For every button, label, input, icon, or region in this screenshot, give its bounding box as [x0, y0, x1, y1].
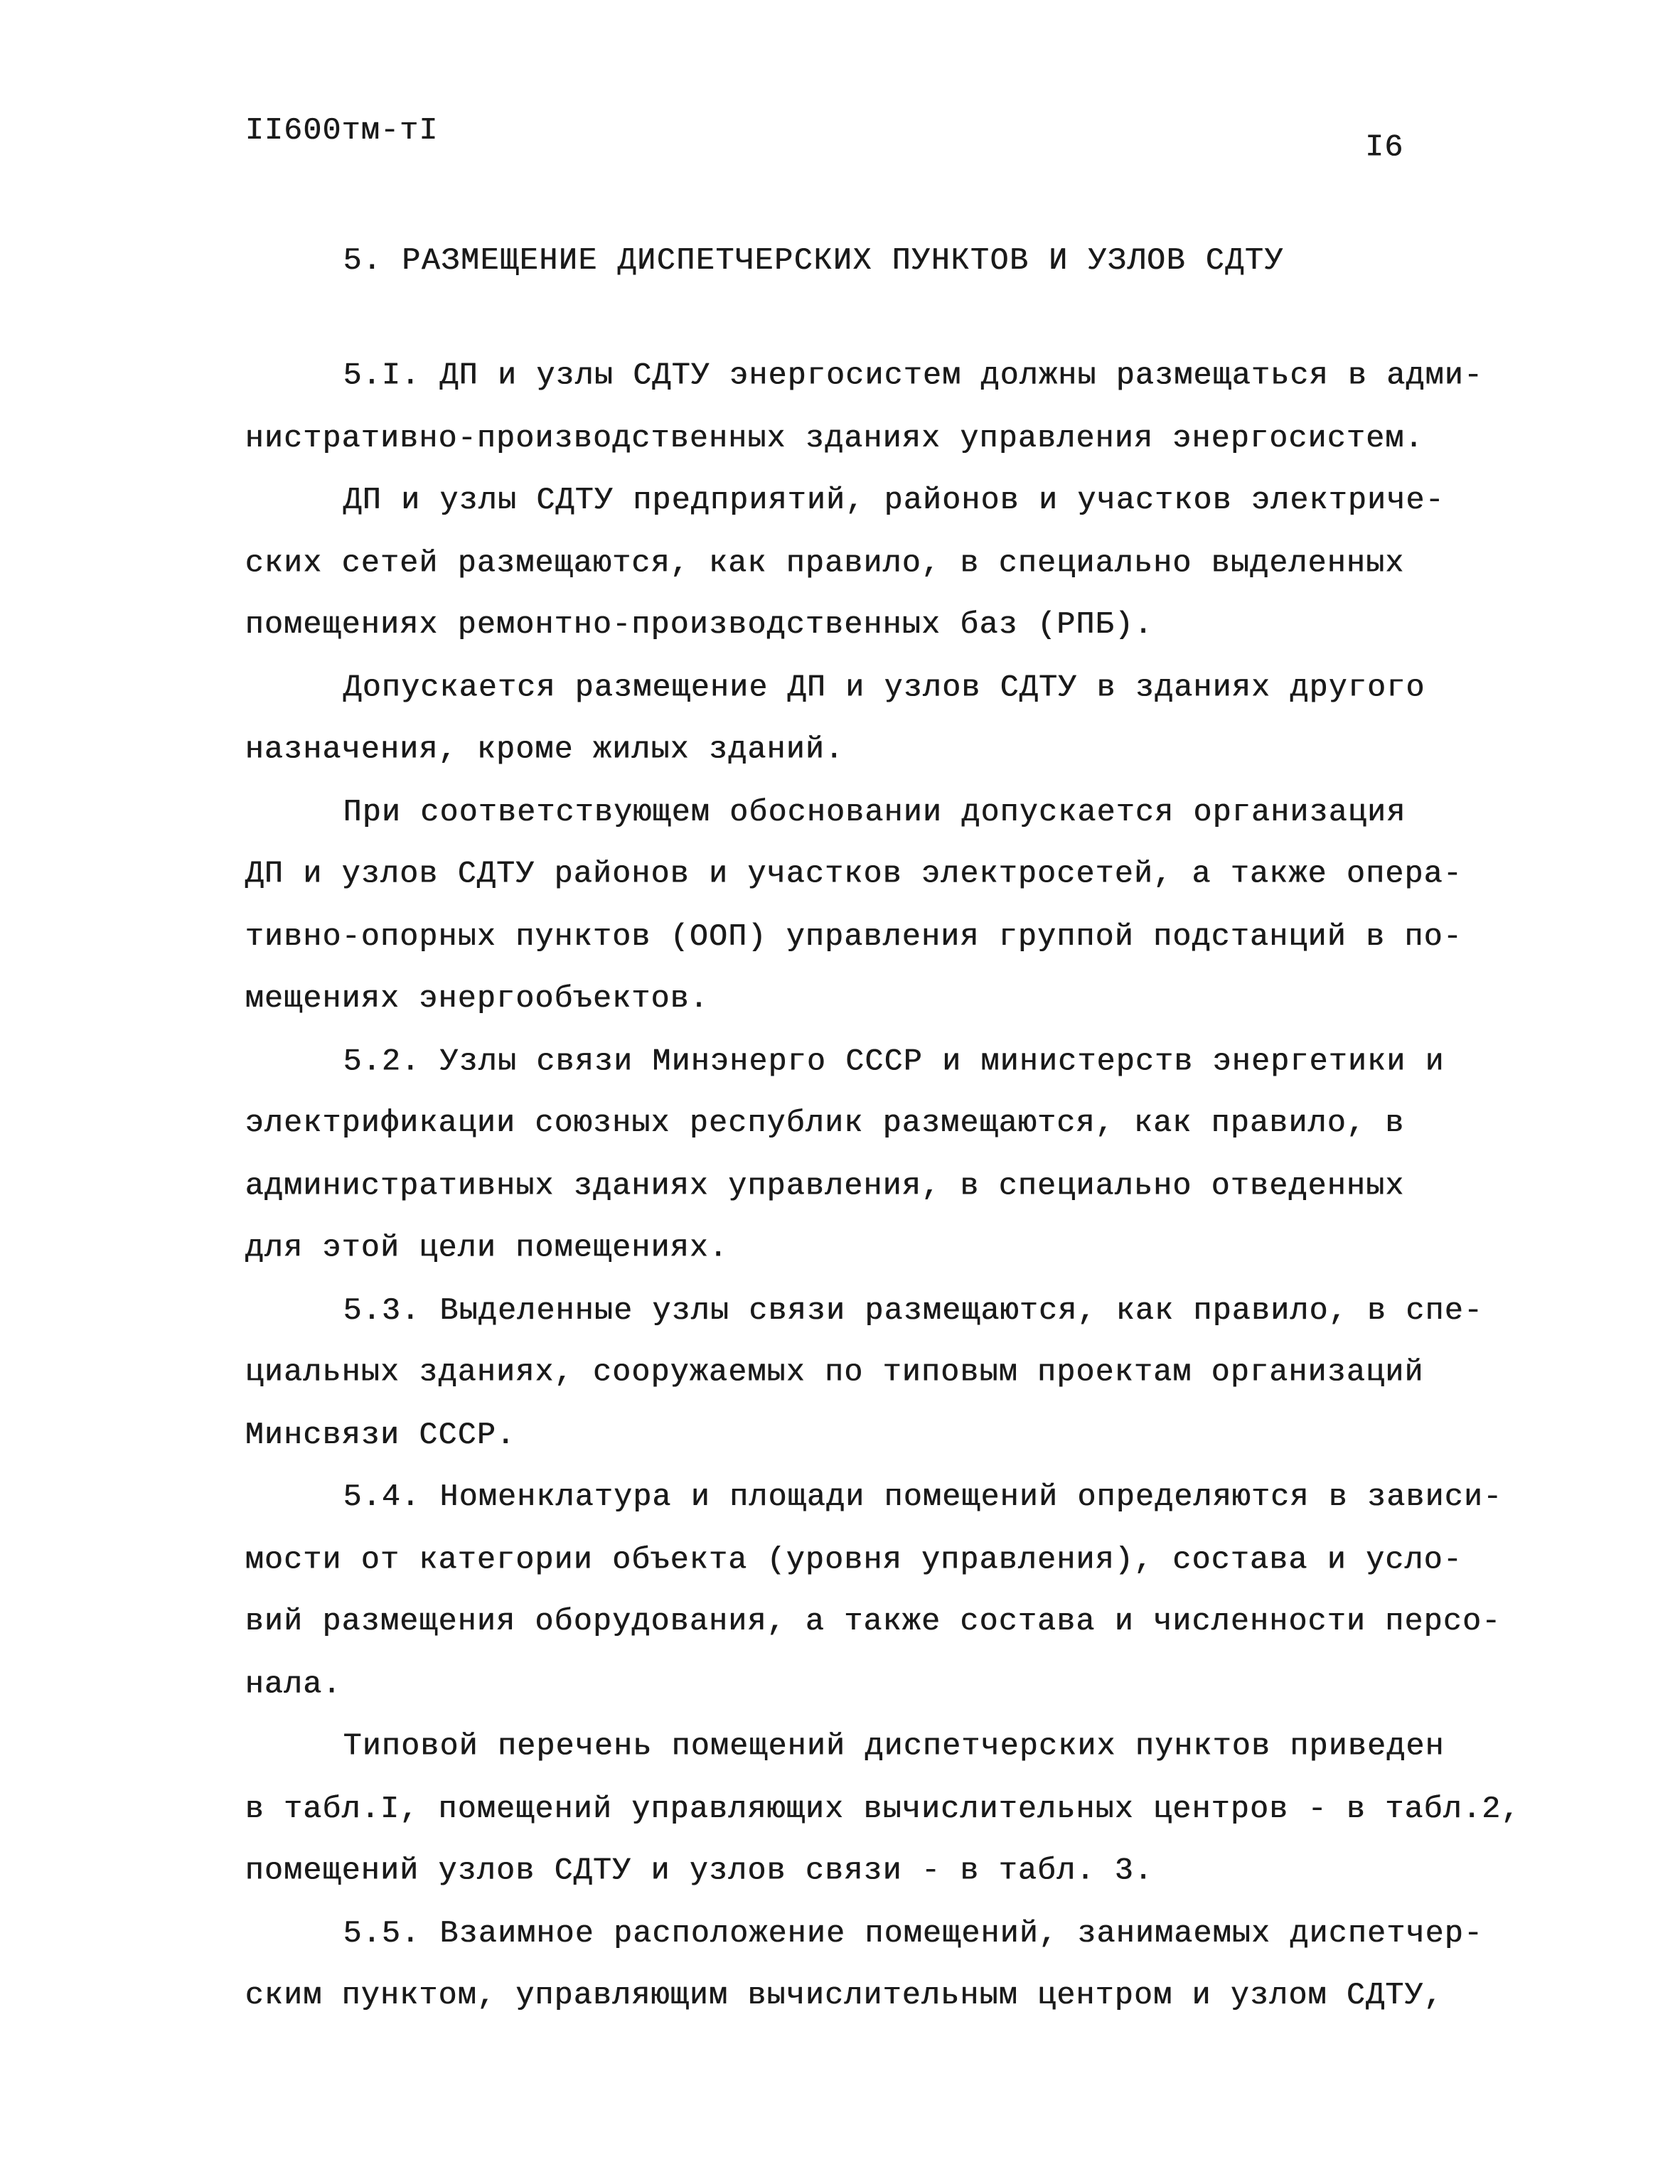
paragraph-line: Допускается размещение ДП и узлов СДТУ в зданиях другого [343, 670, 1425, 706]
paragraph-line: циальных зданиях, сооружаемых по типовым проектам организаций [245, 1355, 1424, 1391]
paragraph-line: нала. [245, 1667, 342, 1703]
page-number: I6 [1364, 130, 1404, 166]
paragraph-line: вий размещения оборудования, а также состава и численности персо- [245, 1604, 1502, 1639]
paragraph-line: мости от категории объекта (уровня управления), состава и усло- [245, 1543, 1462, 1578]
paragraph-line: ДП и узлов СДТУ районов и участков электросетей, а также опера- [245, 857, 1462, 892]
paragraph-line: 5.2. Узлы связи Минэнерго СССР и министерств энергетики и [343, 1044, 1445, 1080]
paragraph-line: назначения, кроме жилых зданий. [245, 732, 845, 768]
paragraph-line: тивно-опорных пунктов (ООП) управления группой подстанций в по- [245, 919, 1462, 955]
paragraph-line: нистративно-производственных зданиях управления энергосистем. [245, 421, 1424, 456]
paragraph-line: электрификации союзных республик размещаются, как правило, в [245, 1106, 1405, 1141]
paragraph-line: мещениях энергообъектов. [245, 981, 709, 1017]
paragraph-line: 5.I. ДП и узлы СДТУ энергосистем должны размещаться в адми- [343, 358, 1483, 394]
paragraph-line: 5.3. Выделенные узлы связи размещаются, как правило, в спе- [343, 1293, 1483, 1329]
paragraph-line: 5.4. Номенклатура и площади помещений определяются в зависи- [343, 1479, 1503, 1515]
paragraph-line: Типовой перечень помещений диспетчерских пунктов приведен [343, 1728, 1445, 1765]
paragraph-line: При соответствующем обосновании допускается организация [343, 795, 1406, 830]
paragraph-line: ских сетей размещаются, как правило, в специально выделенных [245, 545, 1405, 582]
paragraph-line: ским пунктом, управляющим вычислительным центром и узлом СДТУ, [245, 1978, 1443, 2013]
document-code: II600тм-тI [245, 113, 439, 149]
paragraph-line: для этой цели помещениях. [245, 1230, 729, 1266]
paragraph-line: Минсвязи СССР. [245, 1418, 516, 1453]
paragraph-line: 5.5. Взаимное расположение помещений, занимаемых диспетчер- [343, 1916, 1483, 1952]
section-title: 5. РАЗМЕЩЕНИЕ ДИСПЕТЧЕРСКИХ ПУНКТОВ И УЗЛОВ СДТУ [343, 243, 1284, 279]
paragraph-line: помещений узлов СДТУ и узлов связи - в табл. 3. [245, 1853, 1154, 1889]
paragraph-line: в табл.I, помещений управляющих вычислительных центров - в табл.2, [245, 1792, 1521, 1827]
paragraph-line: административных зданиях управления, в специально отведенных [245, 1169, 1405, 1204]
paragraph-line: помещениях ремонтно-производственных баз (РПБ). [245, 607, 1154, 643]
paragraph-line: ДП и узлы СДТУ предприятий, районов и участков электриче- [343, 483, 1445, 518]
